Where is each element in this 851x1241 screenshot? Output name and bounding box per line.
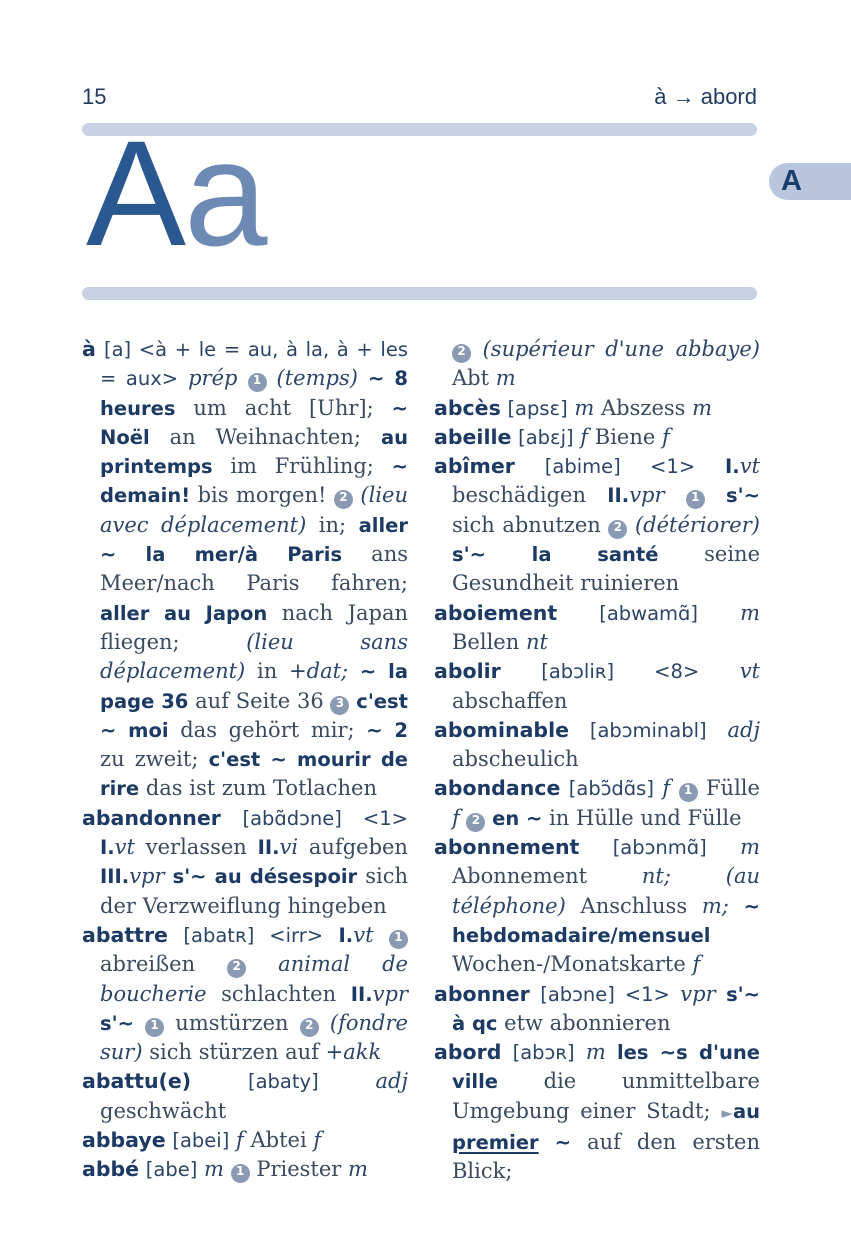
- part-of-speech: adj: [375, 1069, 408, 1094]
- sense-indicator: (lieu sans déplacement): [100, 629, 408, 684]
- gender: f: [580, 424, 589, 449]
- translation: abreißen: [100, 952, 196, 977]
- entry-abimer: [434, 452, 760, 598]
- part-of-speech: vt: [114, 835, 135, 860]
- sense-indicator: (temps): [276, 366, 358, 391]
- translation: auf den ersten Blick;: [452, 1130, 760, 1184]
- translation: die unmittelbare Umgebung einer Stadt;: [452, 1069, 760, 1123]
- pronunciation: [abei]: [172, 1129, 230, 1153]
- headword: à: [82, 337, 96, 361]
- gender: m: [495, 366, 516, 391]
- roman-numeral: II.: [607, 484, 630, 508]
- entry-abandonner: [82, 804, 408, 921]
- pronunciation: [abwamɑ̃]: [599, 601, 699, 625]
- entry-abeille: [434, 423, 760, 452]
- translation: um acht [Uhr];: [193, 395, 374, 420]
- sense-number: 3: [330, 696, 349, 715]
- example: les ~s d'une ville: [452, 1041, 760, 1094]
- pronunciation: [abaty]: [248, 1070, 319, 1094]
- translation: Abonnement: [452, 864, 588, 889]
- example: s'~ à qc: [452, 982, 760, 1035]
- entry-abbe: [82, 1155, 408, 1184]
- right-column: [434, 335, 760, 1187]
- translation: das gehört mir;: [180, 717, 355, 742]
- section-letter-lower: a: [184, 109, 266, 277]
- gender: f: [452, 805, 460, 830]
- example: c'est ~ mourir de rire: [100, 748, 408, 801]
- example: au: [732, 1099, 760, 1123]
- entry-abord: [434, 1038, 760, 1186]
- headword: abandonner: [82, 805, 221, 830]
- sense-indicator: (supérieur d'une abbaye): [482, 337, 760, 361]
- headword: abbé: [82, 1157, 140, 1182]
- grammar-note: +akk: [325, 1040, 382, 1065]
- translation: an Weihnachten;: [169, 424, 361, 449]
- sense-number: 2: [452, 344, 471, 363]
- translation: Abszess: [601, 395, 686, 420]
- gender: m: [740, 835, 760, 860]
- part-of-speech: vi: [279, 835, 299, 860]
- example: aller ~ la mer/à Paris: [100, 513, 408, 567]
- roman-numeral: I.: [100, 836, 115, 860]
- entry-a: [82, 335, 408, 804]
- translation: nach Japan fliegen;: [100, 600, 408, 654]
- pronunciation: [apsɛ]: [507, 396, 568, 420]
- pronunciation: [abɔminabl]: [589, 718, 707, 742]
- translation: sich abnutzen: [452, 512, 601, 537]
- pronunciation: [abɔliʀ] <8>: [541, 660, 700, 684]
- gender: nt: [525, 629, 548, 654]
- entry-abbe-continued: [434, 335, 760, 394]
- gender: nt;: [641, 864, 671, 889]
- part-of-speech: adj: [727, 717, 760, 742]
- pronunciation: [abɛj]: [518, 425, 574, 449]
- translation: seine Gesundheit ruinieren: [452, 542, 760, 596]
- translation: zu zweit;: [100, 747, 199, 772]
- sense-number: 2: [608, 520, 627, 539]
- translation: Anschluss: [580, 893, 688, 918]
- gender: m: [348, 1157, 368, 1182]
- roman-numeral: I.: [338, 923, 354, 947]
- translation: abschaffen: [452, 688, 568, 713]
- entry-abces: [434, 394, 760, 423]
- running-head: à → abord: [654, 84, 757, 109]
- sense-number: 1: [145, 1018, 164, 1037]
- translation: Priester: [256, 1157, 342, 1182]
- translation: auf Seite 36: [195, 688, 324, 713]
- translation: Abtei: [250, 1128, 307, 1153]
- sense-indicator: (fondre sur): [100, 1010, 408, 1065]
- example: au printemps: [100, 425, 408, 479]
- entry-abattu: [82, 1067, 408, 1126]
- left-column: [82, 335, 408, 1185]
- translation: geschwächt: [100, 1098, 227, 1123]
- translation: in: [257, 659, 278, 684]
- sense-number: 2: [466, 813, 485, 832]
- sense-number: 1: [686, 490, 705, 509]
- example: c'est ~ moi: [100, 689, 408, 742]
- sense-indicator: (lieu avec déplacement): [100, 483, 408, 537]
- part-of-speech: vt: [739, 659, 760, 684]
- entry-abonner: [434, 980, 760, 1039]
- example: ~ la page 36: [100, 660, 408, 713]
- sense-indicator: animal de boucherie: [100, 952, 408, 1006]
- pronunciation: [abime] <1>: [544, 455, 696, 479]
- headword: abcès: [434, 395, 501, 420]
- example: ~ hebdomadaire/mensuel: [452, 894, 760, 947]
- headword: abondance: [434, 776, 561, 801]
- example: ~ 2: [366, 718, 408, 742]
- translation: in;: [318, 512, 347, 537]
- translation: in Hülle und Fülle: [549, 805, 742, 830]
- gender: m: [574, 395, 595, 420]
- part-of-speech: vt: [739, 454, 760, 479]
- pronunciation: [a] <à + le = au, à la, à + les = aux>: [100, 338, 408, 391]
- sense-number: 2: [334, 490, 353, 509]
- example: s'~: [100, 1011, 134, 1035]
- letter-thumb-tab[interactable]: [769, 163, 851, 200]
- sense-number: 1: [231, 1164, 250, 1183]
- pronunciation: [abɔ̃dɑ̃s]: [568, 777, 654, 801]
- example: ~: [554, 1131, 572, 1155]
- roman-numeral: II.: [350, 982, 373, 1006]
- headword: abonner: [434, 981, 530, 1006]
- example: aller au Japon: [100, 601, 268, 625]
- section-letter-upper: A: [86, 109, 185, 277]
- section-letter: [86, 109, 266, 277]
- example: s'~ la santé: [452, 543, 659, 567]
- translation: das ist zum Totlachen: [145, 776, 377, 801]
- page-number: 15: [82, 84, 107, 109]
- translation: umstürzen: [175, 1010, 289, 1035]
- part-of-speech: vpr: [372, 981, 408, 1006]
- grammar-note: +dat;: [289, 659, 349, 684]
- part-of-speech: vpr: [629, 483, 665, 508]
- example: ~ Noël: [100, 396, 408, 449]
- bottom-divider: [82, 287, 757, 300]
- gender: m: [692, 395, 713, 420]
- headword: abominable: [434, 717, 570, 742]
- translation: Abt: [452, 366, 490, 391]
- part-of-speech: vpr: [129, 864, 165, 889]
- sense-indicator: (détériorer): [634, 512, 760, 537]
- pronunciation: [abatʀ] <irr>: [183, 923, 324, 947]
- part-of-speech: prép: [188, 366, 238, 391]
- example: s'~: [726, 484, 760, 508]
- entry-abbaye: [82, 1126, 408, 1155]
- roman-numeral: II.: [257, 836, 280, 860]
- translation: bis morgen!: [197, 483, 327, 508]
- roman-numeral: I.: [725, 455, 740, 479]
- headword: abolir: [434, 659, 501, 684]
- translation: im Frühling;: [230, 454, 374, 479]
- translation: Bellen: [452, 629, 520, 654]
- sense-number: 2: [300, 1018, 319, 1037]
- headword: abbaye: [82, 1128, 166, 1153]
- sense-indicator: (au téléphone): [452, 864, 760, 918]
- sense-number: 1: [389, 930, 408, 949]
- example: ~ demain!: [100, 455, 408, 508]
- headword: abord: [434, 1040, 502, 1065]
- example: s'~ au désespoir: [172, 865, 358, 889]
- sense-number: 1: [248, 373, 267, 392]
- gender: m: [585, 1040, 606, 1065]
- gender: m: [204, 1157, 224, 1182]
- headword: abonnement: [434, 835, 580, 860]
- underlined-keyword: premier: [452, 1131, 539, 1155]
- translation: abscheulich: [452, 747, 579, 772]
- tab-letter: A: [781, 165, 802, 197]
- entry-abonnement: [434, 833, 760, 979]
- translation: sich stürzen auf: [149, 1040, 319, 1065]
- part-of-speech: vpr: [680, 981, 716, 1006]
- gender: m: [740, 600, 760, 625]
- gender: f: [313, 1128, 322, 1153]
- sense-number: 1: [679, 783, 698, 802]
- sense-number: 2: [227, 959, 246, 978]
- headword: abattre: [82, 922, 168, 947]
- translation: schlachten: [221, 981, 337, 1006]
- gender: f: [692, 952, 701, 977]
- pronunciation: [abe]: [145, 1158, 198, 1182]
- entry-abattre: [82, 921, 408, 1067]
- headword: abîmer: [434, 454, 515, 479]
- translation: verlassen: [145, 835, 247, 860]
- translation: Fülle: [705, 776, 760, 801]
- headword: abattu(e): [82, 1069, 192, 1094]
- pronunciation: [abɔnmɑ̃]: [612, 836, 707, 860]
- pronunciation: [abɔne] <1>: [540, 982, 670, 1006]
- translation: Biene: [594, 424, 656, 449]
- translation: aufgeben: [308, 835, 408, 860]
- part-of-speech: vt: [353, 922, 374, 947]
- example: en ~: [492, 806, 543, 830]
- translation: beschädigen: [452, 483, 587, 508]
- entry-abondance: [434, 774, 760, 833]
- roman-numeral: III.: [100, 865, 130, 889]
- headword: abeille: [434, 424, 512, 449]
- translation: ans Meer/nach Paris fahren;: [100, 542, 408, 596]
- gender: f: [236, 1128, 244, 1153]
- translation: etw abonnieren: [504, 1010, 671, 1035]
- translation: Wochen-/Monatskarte: [452, 952, 686, 977]
- entry-aboiement: [434, 599, 760, 658]
- translation: sich der Verzweiflung hingeben: [100, 864, 408, 918]
- entry-abolir: [434, 657, 760, 716]
- gender: f: [661, 424, 670, 449]
- headword: aboiement: [434, 600, 558, 625]
- pronunciation: [abɑ̃dɔne] <1>: [242, 806, 408, 830]
- triangle-arrow-icon: ►: [721, 1103, 733, 1122]
- gender: f: [662, 776, 671, 801]
- example: ~ 8 heures: [100, 367, 408, 420]
- gender: m;: [701, 893, 729, 918]
- pronunciation: [abɔʀ]: [512, 1041, 575, 1065]
- entry-abominable: [434, 716, 760, 775]
